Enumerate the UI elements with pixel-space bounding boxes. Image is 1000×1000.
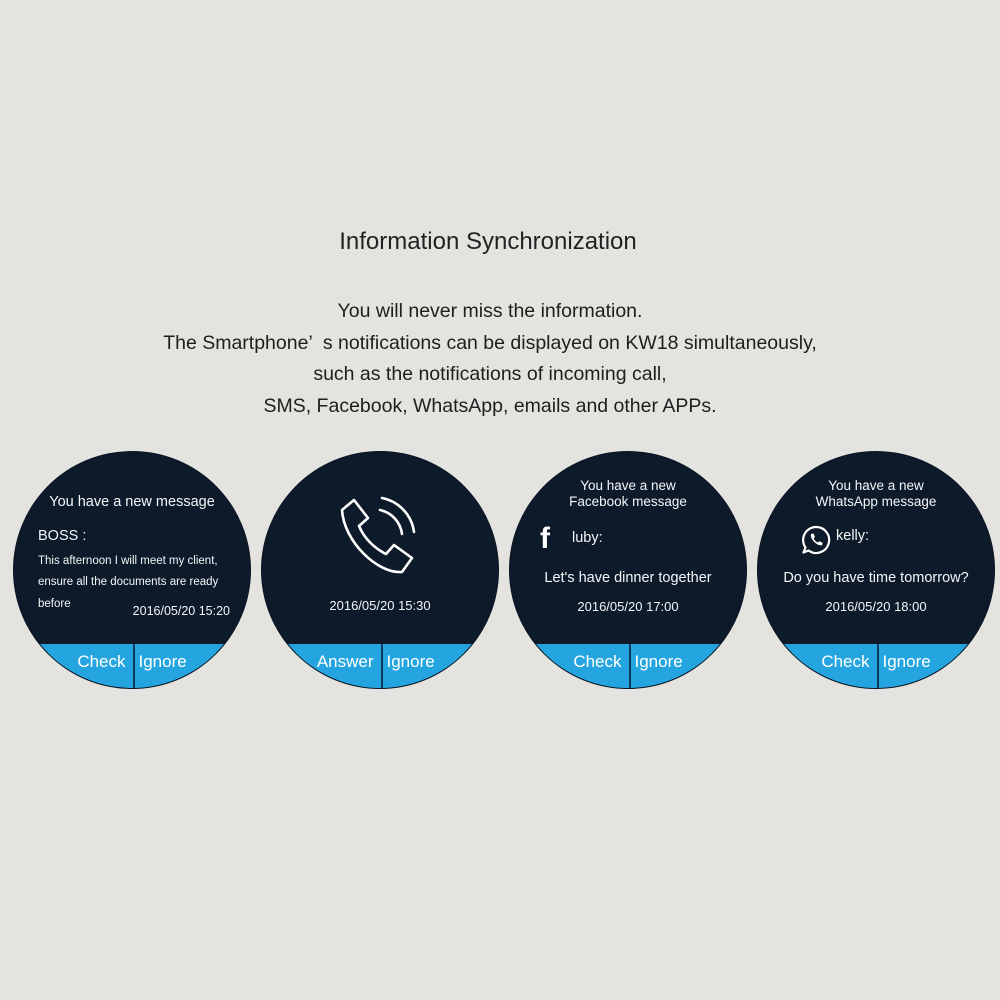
action-bar (262, 644, 498, 688)
facebook-icon: f (540, 522, 550, 555)
timestamp: 2016/05/20 17:00 (577, 599, 679, 614)
timestamp: 2016/05/20 15:20 (132, 604, 230, 618)
watch-facebook-notification (510, 452, 746, 688)
check-button[interactable]: Check (77, 652, 126, 671)
sender-name: luby: (572, 530, 603, 546)
description-line: You will never miss the information. (337, 300, 643, 322)
message-body-line: This afternoon I will meet my client, (38, 555, 218, 567)
message-body-line: before (38, 598, 71, 610)
message-text: Let's have dinner together (544, 570, 712, 586)
ignore-button[interactable]: Ignore (386, 652, 435, 671)
check-button[interactable]: Check (573, 652, 622, 671)
watch-call-notification (262, 452, 498, 688)
action-bar (758, 644, 994, 688)
notification-heading-line: WhatsApp message (815, 494, 937, 509)
description (0, 296, 980, 422)
watch-whatsapp-notification (758, 452, 994, 688)
description-line: The Smartphone’ s notifications can be displayed on KW18 simultaneously, (163, 331, 817, 354)
watch-message-notification (14, 452, 250, 688)
message-body-line: ensure all the documents are ready (38, 576, 219, 588)
page-title: Information Synchronization (339, 228, 637, 255)
ignore-button[interactable]: Ignore (634, 652, 683, 671)
phone-call-icon (328, 492, 428, 592)
answer-button[interactable]: Answer (316, 652, 374, 671)
action-bar (510, 644, 746, 688)
notification-heading: You have a new message (49, 494, 215, 510)
timestamp: 2016/05/20 18:00 (825, 599, 927, 614)
sender-name: kelly: (836, 528, 870, 544)
check-button[interactable]: Check (821, 652, 870, 671)
notification-heading-line: You have a new (580, 478, 676, 493)
whatsapp-icon (800, 524, 832, 556)
ignore-button[interactable]: Ignore (882, 652, 931, 671)
description-line: SMS, Facebook, WhatsApp, emails and other APPs. (263, 394, 717, 417)
notification-heading-line: Facebook message (569, 494, 687, 509)
description-line: such as the notifications of incoming call, (313, 363, 667, 385)
notification-heading-line: You have a new (828, 478, 924, 493)
action-bar (14, 644, 250, 688)
timestamp: 2016/05/20 15:30 (329, 598, 431, 613)
ignore-button[interactable]: Ignore (138, 652, 187, 671)
sender-name: BOSS : (38, 528, 87, 544)
message-text: Do you have time tomorrow? (783, 570, 969, 586)
